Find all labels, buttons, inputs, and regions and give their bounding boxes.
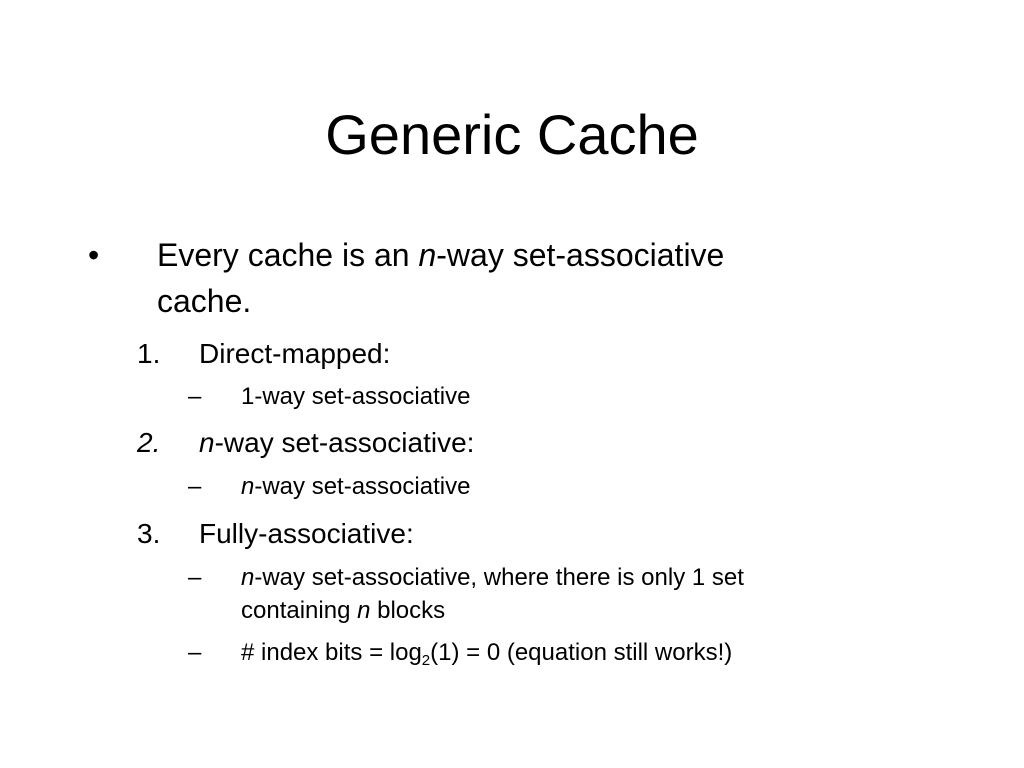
log-base-subscript: 2 — [421, 652, 431, 669]
bullet-italic-n: n — [418, 237, 437, 273]
item-3-sub-1-cont-end: blocks — [370, 597, 446, 624]
item-2-number: 2. — [137, 427, 161, 458]
item-1-sub-text: 1-way set-associative — [241, 383, 471, 410]
item-1-number: 1. — [137, 338, 161, 369]
item-2-label-text: -way set-associative: — [214, 427, 475, 458]
item-3-sub-2-text — [241, 637, 732, 669]
slide-title: Generic Cache — [325, 103, 699, 166]
item-1-sub-dash: – — [188, 383, 202, 410]
item-3-sub-1-cont-italic-n: n — [357, 597, 371, 624]
item-3-sub-1-line-1 — [241, 562, 744, 594]
item-3-label: Fully-associative: — [199, 518, 414, 549]
log-formula-prefix: # index bits = log — [241, 639, 422, 666]
item-2-sub-italic-n: n — [241, 473, 255, 500]
bullet-text-end: -way set-associative — [436, 237, 725, 273]
item-3-sub-2-dash: – — [188, 639, 202, 666]
item-3-sub-1-dash: – — [188, 564, 202, 591]
bullet-text: Every cache is an — [157, 237, 419, 273]
item-3-sub-1-line-2 — [241, 595, 445, 627]
item-2-sub-text — [241, 471, 470, 503]
bullet-line-2: cache. — [157, 283, 252, 319]
item-3-sub-1-italic-n: n — [241, 564, 255, 591]
item-2-sub-text-rest: -way set-associative — [254, 473, 471, 500]
bullet-marker: • — [88, 237, 100, 273]
item-3-number: 3. — [137, 518, 161, 549]
item-2-italic-n: n — [199, 427, 215, 458]
item-3-sub-1-text: -way set-associative, where there is only 1 set — [254, 564, 744, 591]
item-1-label: Direct-mapped: — [199, 338, 391, 369]
log-formula-rest: (1) = 0 (equation still works!) — [430, 639, 733, 666]
item-3-sub-1-cont-text: containing — [241, 597, 358, 624]
item-2-label — [199, 425, 474, 461]
item-2-sub-dash: – — [188, 473, 202, 500]
bullet-line-1 — [157, 232, 724, 278]
